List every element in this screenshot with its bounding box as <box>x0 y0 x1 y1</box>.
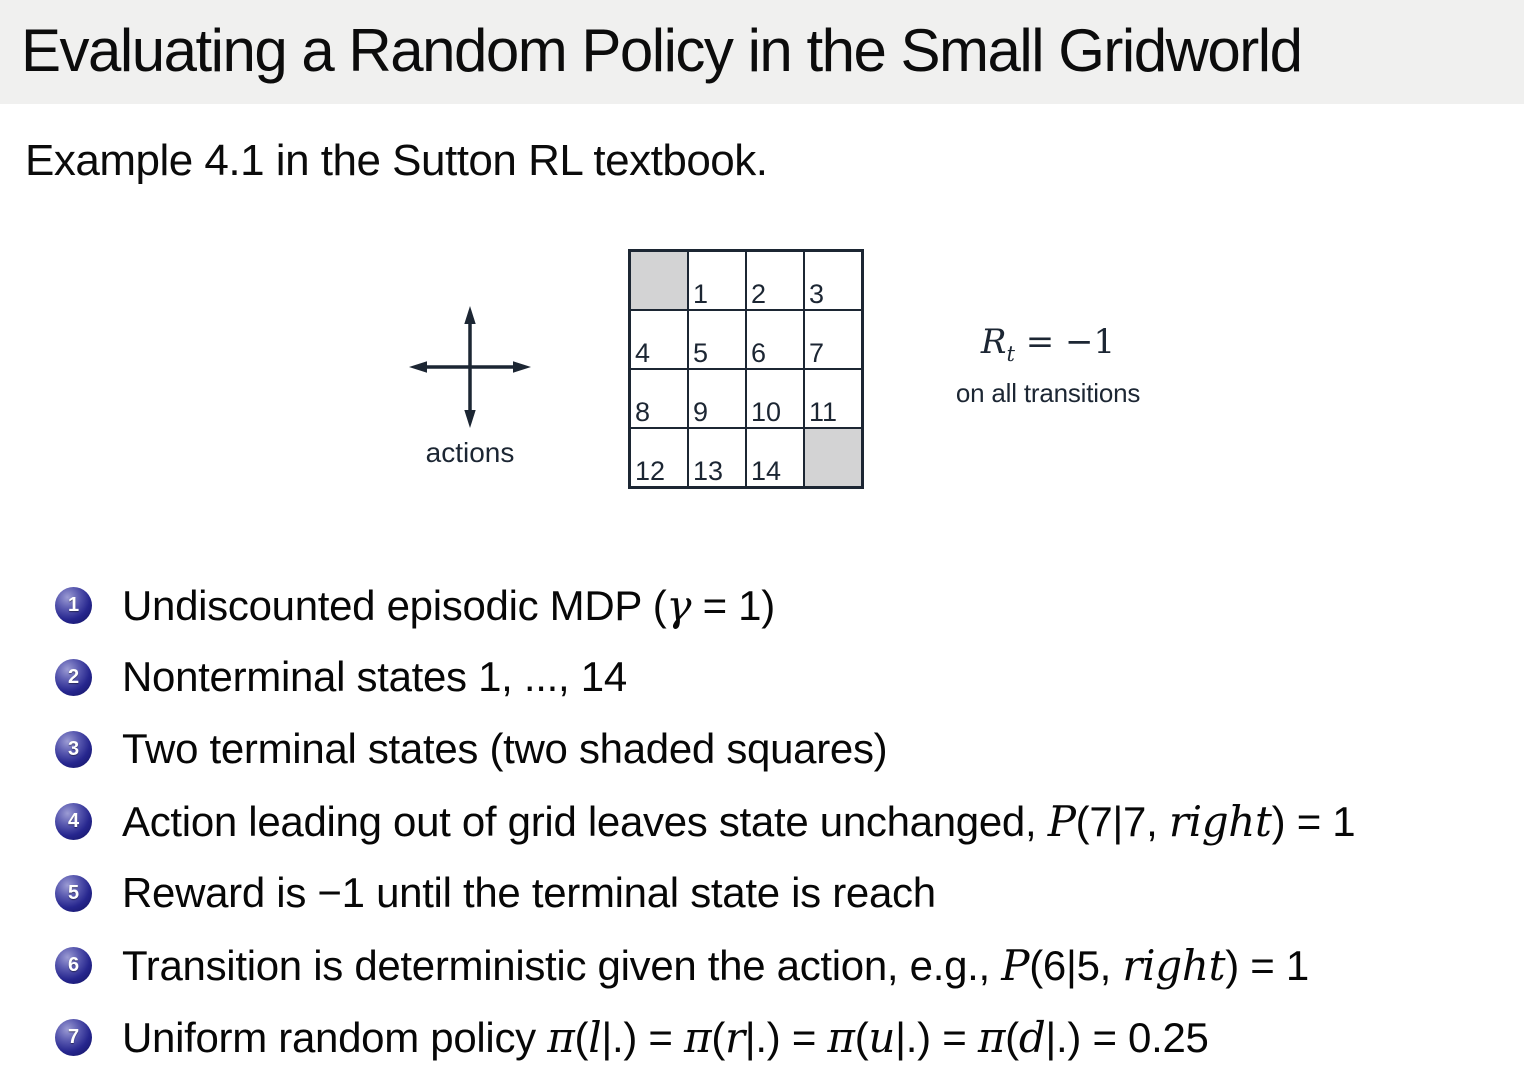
text-segment: 1, ..., 14 <box>478 653 627 700</box>
text-segment: Two terminal states (two shaded squares) <box>122 725 888 772</box>
grid-cell-5 <box>689 311 745 368</box>
text-segment: Action leading out of grid leaves state unchanged, <box>122 797 1048 845</box>
text-segment: t <box>1006 340 1015 366</box>
cell-number: 13 <box>693 455 724 486</box>
text-segment: Uniform random policy <box>122 1013 548 1061</box>
text-segment: ) = 1 <box>1271 797 1356 845</box>
cell-number: 5 <box>693 337 709 368</box>
text-segment: P <box>1047 796 1076 846</box>
list-item-2 <box>55 654 1355 700</box>
grid-cell-4 <box>631 311 687 368</box>
cell-number: 1 <box>693 278 709 309</box>
text-segment: −1 <box>317 869 365 916</box>
enumerate-ball: 6 <box>55 947 92 984</box>
text-segment: Nonterminal states <box>122 653 479 700</box>
text-segment: |.) = <box>601 1013 684 1061</box>
title-bar <box>0 0 1524 104</box>
text-segment: π <box>684 1012 712 1062</box>
list-item-1 <box>55 582 1355 628</box>
grid-cell-14 <box>747 429 803 486</box>
text-segment: π <box>547 1012 575 1062</box>
list-item-5 <box>55 870 1355 916</box>
reward-block <box>920 323 1176 409</box>
text-segment: (6|5, <box>1029 941 1123 989</box>
text-segment: P <box>1001 940 1030 990</box>
grid-cell-12 <box>631 429 687 486</box>
text-segment: |.) = <box>744 1013 828 1061</box>
text-segment: |.) = 0.25 <box>1045 1013 1209 1061</box>
reward-caption: on all transitions <box>955 377 1141 408</box>
text-segment: ( <box>854 1013 869 1061</box>
cell-number: 4 <box>635 337 651 368</box>
enumerate-ball: 1 <box>55 587 92 624</box>
list-item-6 <box>55 942 1355 988</box>
grid-cell-11 <box>805 370 861 427</box>
text-segment: (7|7, <box>1075 797 1169 845</box>
grid-cell-2 <box>747 252 803 309</box>
cell-number: 6 <box>751 337 767 368</box>
grid-cell-6 <box>747 311 803 368</box>
text-segment: π <box>977 1012 1006 1062</box>
text-segment: l <box>588 1012 602 1062</box>
text-segment: Undiscounted episodic MDP <box>122 581 653 629</box>
grid-cell-1 <box>689 252 745 309</box>
cell-number: 14 <box>751 455 782 486</box>
text-segment: ( <box>574 1013 589 1061</box>
actions-label: actions <box>425 437 515 468</box>
text-segment: Reward is <box>122 869 318 916</box>
grid-cell-terminal <box>631 252 687 309</box>
list-item-text <box>122 653 627 701</box>
text-segment: ( <box>652 581 667 629</box>
cell-number: 3 <box>809 278 825 309</box>
list-item-text <box>122 725 887 773</box>
text-segment: ) = 1 <box>1225 941 1309 989</box>
cell-number: 10 <box>751 396 782 427</box>
list-item-7 <box>55 1014 1355 1060</box>
text-segment: π <box>827 1012 855 1062</box>
bullet-list <box>55 582 1355 1086</box>
text-segment: ( <box>1005 1013 1019 1061</box>
text-segment: ( <box>711 1013 725 1061</box>
grid-cell-9 <box>689 370 745 427</box>
text-segment: right <box>1122 940 1226 990</box>
list-item-text <box>122 869 936 917</box>
enumerate-ball: 5 <box>55 875 92 912</box>
enumerate-ball: 3 <box>55 731 92 768</box>
reward-formula <box>920 323 1176 373</box>
list-item-text <box>122 941 1309 990</box>
text-segment: right <box>1168 796 1272 846</box>
grid-cell-7 <box>805 311 861 368</box>
text-segment: Transition is deterministic given the action, e.g., <box>122 941 1002 989</box>
text-segment: R <box>980 322 1007 362</box>
grid-cell-10 <box>747 370 803 427</box>
cell-number: 8 <box>635 396 651 427</box>
subtitle: Example 4.1 in the Sutton RL textbook. <box>25 136 768 185</box>
text-segment: r <box>725 1012 745 1062</box>
cell-number: 2 <box>751 278 767 309</box>
grid-cell-3 <box>805 252 861 309</box>
gridworld-grid <box>628 249 864 489</box>
slide-title: Evaluating a Random Policy in the Small Gridworld <box>21 17 1302 84</box>
grid-cell-13 <box>689 429 745 486</box>
text-segment: d <box>1018 1012 1046 1062</box>
text-segment: = −1 <box>1014 322 1116 362</box>
actions-cross-icon <box>403 300 537 434</box>
list-item-3 <box>55 726 1355 772</box>
list-item-text <box>122 1013 1209 1062</box>
text-segment: u <box>868 1012 896 1062</box>
cell-number: 7 <box>809 337 825 368</box>
text-segment: = 1) <box>691 581 775 629</box>
list-item-4 <box>55 798 1355 844</box>
enumerate-ball: 2 <box>55 659 92 696</box>
cell-number: 12 <box>635 455 666 486</box>
grid-cell-8 <box>631 370 687 427</box>
grid-cell-terminal <box>805 429 861 486</box>
list-item-text <box>122 581 775 630</box>
text-segment: |.) = <box>895 1013 978 1061</box>
enumerate-ball: 4 <box>55 803 92 840</box>
text-segment: γ <box>666 580 692 630</box>
cell-number: 9 <box>693 396 709 427</box>
cell-number: 11 <box>809 396 838 427</box>
enumerate-ball: 7 <box>55 1019 92 1056</box>
text-segment: until the terminal state is reach <box>364 869 936 916</box>
list-item-text <box>122 797 1355 846</box>
